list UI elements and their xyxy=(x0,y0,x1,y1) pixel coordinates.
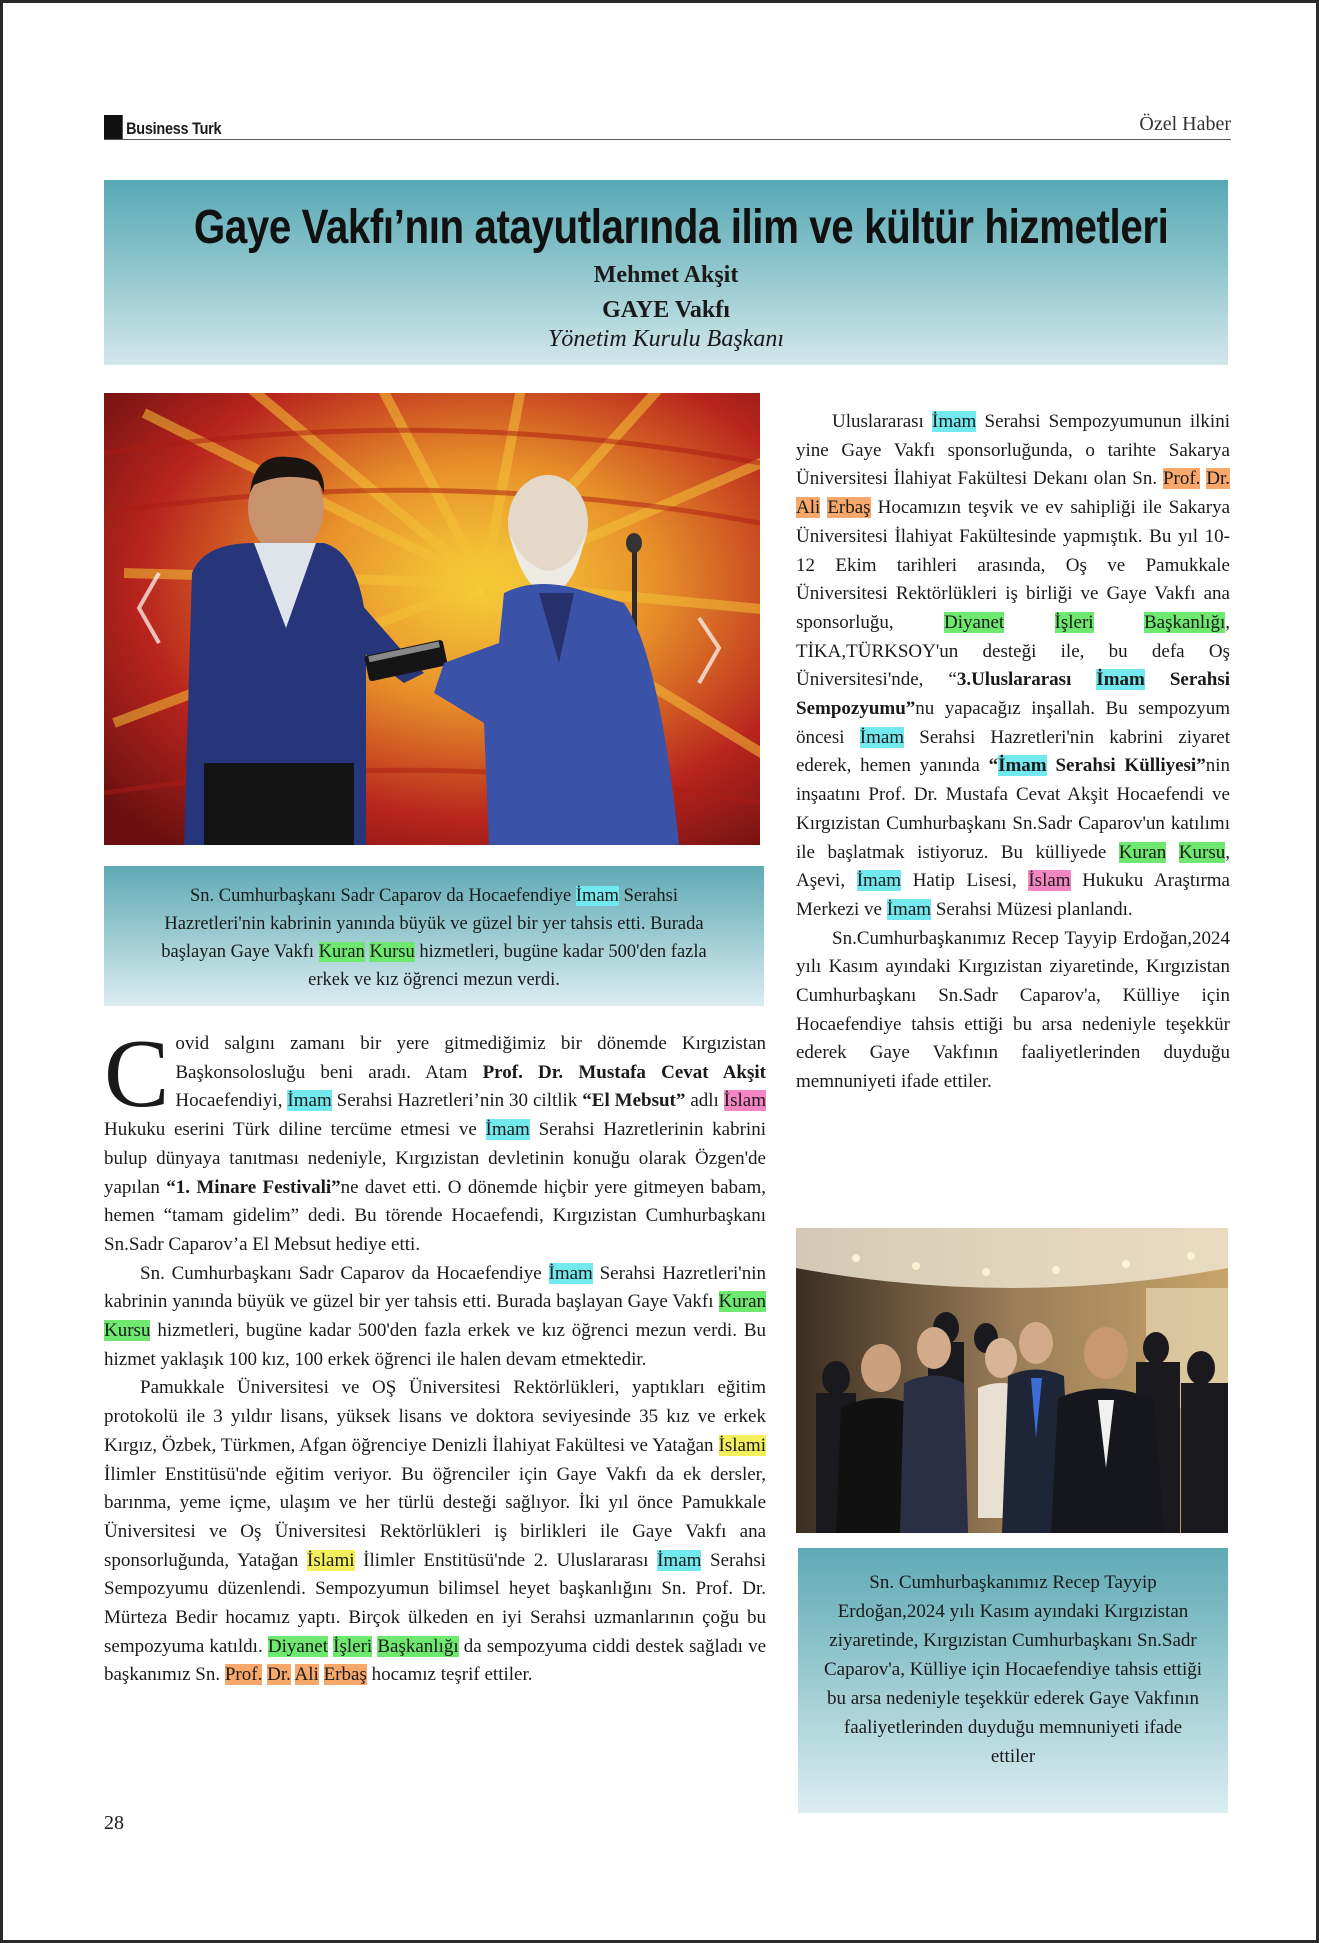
photo-ceremony-image xyxy=(104,393,760,845)
body-text: , Aşevi, xyxy=(796,841,1230,892)
title-block xyxy=(104,180,1228,365)
body-text: nu yapacağız inşallah. Bu sempozyum öncesi xyxy=(796,698,1230,748)
highlight-green: Diyanet xyxy=(267,1635,329,1657)
bold-text: “El Mebsut” xyxy=(582,1090,686,1112)
highlight-green: Diyanet xyxy=(944,611,1005,633)
brand-square-icon xyxy=(104,115,123,139)
paragraph-5: Sn.Cumhurbaşkanımız Recep Tayyip Erdoğan,2024 yılı Kasım ayındaki Kırgızistan ziyaretinde, Kırgızistan Cumhurbaşkanı Sn.Sadr Caparov'a, Külliye için Hocaefendiye tahsis ettiği bu arsa nedeniyle teşekkür ederek Gaye Vakfının faaliyetlerinden duyduğu memnuniyeti ifade ettiler. xyxy=(796,927,1230,1093)
bold-text: Prof. Dr. Mustafa Cevat Akşit xyxy=(482,1061,766,1083)
body-text: Hukuku eserini Türk diline tercüme etmesi ve xyxy=(104,1119,486,1141)
highlight-orange: Ali xyxy=(294,1664,319,1686)
highlight-orange: Erbaş xyxy=(827,497,871,519)
body-text: Uluslararası xyxy=(832,411,933,432)
photo-reception-image xyxy=(796,1228,1228,1533)
highlight-orange: Dr. xyxy=(1206,468,1231,490)
highlight-cyan: İmam xyxy=(856,870,902,892)
highlight-cyan: İmam xyxy=(859,726,905,748)
bold-text: 3.Uluslararası xyxy=(956,669,1097,691)
highlight-cyan: İmam xyxy=(287,1090,332,1112)
body-text: , TİKA,TÜRKSOY'un desteği ile, bu defa Oş Üniversitesi'nde, “ xyxy=(796,611,1230,691)
paragraph-3 xyxy=(104,1374,766,1690)
author-name: Mehmet Akşit xyxy=(593,262,739,288)
photo-reception xyxy=(796,1228,1228,1533)
highlight-green: Kuran xyxy=(718,1291,766,1313)
body-text: adlı xyxy=(685,1090,724,1112)
body-text: nin inşaatını Prof. Dr. Mustafa Cevat Akşit Hocaefendi ve Kırgızistan Cumhurbaşkanı Sn.Sadr Caparov'un katılımı ile başlatmak istiyoruz. Bu külliyede xyxy=(796,755,1230,863)
paragraph-1 xyxy=(104,1020,766,1260)
body-text: Hukuku Araştırma Merkezi ve xyxy=(796,870,1230,920)
body-text: Serahsi Hazretleri’nin 30 ciltlik xyxy=(331,1090,583,1112)
brand-name: Business Turk xyxy=(126,119,222,138)
highlight-green: Kursu xyxy=(369,942,415,962)
highlight-green: Kursu xyxy=(104,1320,151,1342)
caption-ceremony xyxy=(104,866,764,1006)
body-text: Hatip Lisesi, xyxy=(901,870,1029,892)
bold-text: “ xyxy=(988,755,999,777)
highlight-orange: Ali xyxy=(796,497,821,519)
body-text: Pamukkale Üniversitesi ve OŞ Üniversitesi Rektörlükleri, yaptıkları eğitim protokolü ile 3 yıldır lisans, yüksek lisans ve doktora seviyesinde 35 kız ve erkek Kırgız, Özbek, Türkmen, Afgan öğrenciye Denizli İlahiyat Fakültesi ve Yatağan xyxy=(104,1377,766,1456)
body-text: hocamız teşrif ettiler. xyxy=(366,1664,533,1686)
body-text: Serahsi Hazretleri'nin kabrinin yanında büyük ve güzel bir yer tahsis etti. Burada başlayan Gaye Vakfı xyxy=(104,1262,766,1313)
body-text xyxy=(291,1664,295,1685)
highlight-yellow: İslami xyxy=(307,1549,355,1571)
highlight-pink: İslam xyxy=(1028,870,1071,892)
highlight-green: Kuran xyxy=(1118,841,1167,863)
drop-cap: C xyxy=(104,1020,170,1128)
page-header xyxy=(104,113,1231,140)
highlight-cyan: İmam xyxy=(485,1119,530,1141)
highlight-pink: İslam xyxy=(723,1090,766,1112)
body-text: Serahsi Sempozyumunun ilkini yine Gaye Vakfı sponsorluğunda, o tarihte Sakarya Üniversitesi İlahiyat Fakültesi Dekanı olan Sn. xyxy=(796,411,1230,490)
body-text: Hocaefendiyi, xyxy=(175,1090,288,1112)
highlight-cyan: İmam xyxy=(998,755,1047,777)
body-text: Serahsi Sempozyumu düzenlendi. Sempozyumun bilimsel heyet başkanlığını Sn. Prof. Dr. Mürteza Bedir hocamız yaptı. Birçok ülkeden en iyi Serahsi uzmanlarının çoğu bu sempozyuma katıldı. xyxy=(104,1549,766,1657)
highlight-cyan: İmam xyxy=(548,1262,593,1284)
body-text: İlimler Enstitüsü'nde 2. Uluslararası xyxy=(354,1549,658,1571)
photo-ceremony xyxy=(104,393,760,845)
bold-text: Serahsi Sempozyumu” xyxy=(796,669,1230,720)
highlight-cyan: İmam xyxy=(657,1549,702,1571)
highlight-green: İşleri xyxy=(333,1635,373,1657)
highlight-green: İşleri xyxy=(1054,611,1094,633)
highlight-green: Başkanlığı xyxy=(377,1635,459,1657)
body-text: Serahsi Hazretleri'nin kabrini ziyaret ederek, hemen yanında xyxy=(796,726,1230,777)
highlight-green: Başkanlığı xyxy=(1143,611,1226,633)
caption-reception: Sn. Cumhurbaşkanımız Recep Tayyip Erdoğan,2024 yılı Kasım ayındaki Kırgızistan ziyaretinde, Kırgızistan Cumhurbaşkanı Sn.Sadr Caparov'a, Külliye için Hocaefendiye tahsis ettiği bu arsa nedeniyle teşekkür ederek Gaye Vakfının faaliyetlerinden duyduğu memnuniyeti ifade ettiler xyxy=(798,1548,1228,1813)
body-text: da sempozyuma ciddi destek sağladı ve başkanımız Sn. xyxy=(104,1635,767,1686)
body-text: hizmetleri, bugüne kadar 500'den fazla erkek ve kız öğrenci mezun verdi. Bu hizmet yaklaşık 100 kız, 100 erkek öğrenci ile halen devam etmektedir. xyxy=(104,1320,766,1370)
paragraph-4 xyxy=(796,408,1230,925)
highlight-green: Kursu xyxy=(1178,841,1226,863)
highlight-orange: Erbaş xyxy=(323,1664,367,1686)
paragraph-2 xyxy=(104,1260,766,1375)
body-text: Hocamızın teşvik ve ev sahipliği ile Sakarya Üniversitesi İlahiyat Fakültesinde yapmıştık. Bu yıl 10-12 Ekim tarihleri arasında, Oş ve Pamukkale Üniversitesi Rektörlükleri iş birliği ve Gaye Vakfı ana sponsorluğu, xyxy=(796,497,1231,633)
body-text xyxy=(1004,612,1054,633)
highlight-green: Kuran xyxy=(318,942,365,962)
highlight-cyan: İmam xyxy=(575,886,619,906)
right-column xyxy=(796,408,1230,1097)
section-label: Özel Haber xyxy=(1139,113,1231,135)
author-org: GAYE Vakfı xyxy=(602,297,730,323)
highlight-cyan: İmam xyxy=(886,898,932,920)
body-text: Sn. Cumhurbaşkanı Sadr Caparov da Hocaefendiye xyxy=(140,1262,549,1284)
caption-text: Serahsi Hazretleri'nin kabrinin yanında büyük ve güzel bir yer tahsis etti. Burada başlayan Gaye Vakfı xyxy=(161,886,704,962)
left-column xyxy=(104,1020,767,1690)
highlight-orange: Prof. xyxy=(224,1664,263,1686)
page-number: 28 xyxy=(104,1812,124,1834)
article-title: Gaye Vakfı’nın atayutlarında ilim ve kültür hizmetleri xyxy=(193,201,1169,254)
body-text: İlimler Enstitüsü'nde eğitim veriyor. Bu öğrenciler için Gaye Vakfı da ek dersler, barınma, yeme içme, ulaşım ve her türlü desteği sağlıyor. İki yıl önce Pamukkale Üniversitesi ve Oş Üniversitesi Rektörlükleri iş birlikleri ile Gaye Vakfı ana sponsorluğunda, Yatağan xyxy=(104,1463,766,1571)
body-text xyxy=(1094,612,1144,633)
highlight-orange: Prof. xyxy=(1162,468,1201,490)
body-text: ovid salgını zamanı bir yere gitmediğimiz bir dönemde Kırgızistan Başkonsolosluğu beni aradı. Atam xyxy=(175,1033,766,1083)
caption-text: hizmetleri, bugüne kadar 500'den fazla erkek ve kız öğrenci mezun verdi. xyxy=(308,942,707,990)
caption-text: Sn. Cumhurbaşkanı Sadr Caparov da Hocaefendiye xyxy=(189,886,576,906)
highlight-yellow: İslami xyxy=(718,1434,766,1456)
author-role: Yönetim Kurulu Başkanı xyxy=(547,326,784,352)
highlight-cyan: İmam xyxy=(1096,669,1145,691)
body-text: Serahsi Müzesi planlandı. xyxy=(931,898,1133,920)
body-text xyxy=(319,1664,324,1685)
body-text xyxy=(1166,842,1179,863)
bold-text: Serahsi Külliyesi” xyxy=(1046,755,1206,777)
brand-logo xyxy=(104,113,221,139)
highlight-cyan: İmam xyxy=(932,411,977,432)
bold-text: “1. Minare Festivali” xyxy=(166,1176,341,1198)
highlight-orange: Dr. xyxy=(267,1664,291,1686)
body-text: ne davet etti. O dönemde hiçbir yere gitmeyen babam, hemen “tamam gidelim” dedi. Bu törende Hocaefendi, Kırgızistan Cumhurbaşkanı Sn.Sadr Caparov’a El Mebsut hediye etti. xyxy=(104,1176,766,1255)
body-text: Serahsi Hazretlerinin kabrini bulup dünyaya tanıtması nedeniyle, Kırgızistan devletinin konuğu olarak Özgen'de yapılan xyxy=(104,1119,766,1198)
